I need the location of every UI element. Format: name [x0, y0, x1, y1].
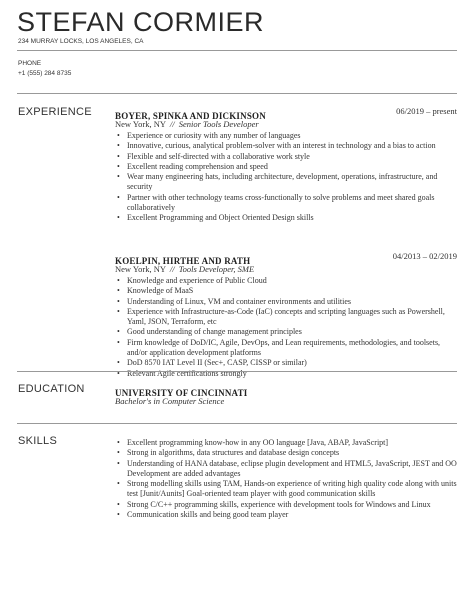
degree: Bachelor's in Computer Science — [115, 396, 225, 406]
bullet-icon: • — [117, 161, 120, 171]
bullet-icon: • — [117, 276, 120, 285]
list-item: • Knowledge and experience of Public Cloud — [117, 276, 267, 285]
education-heading: EDUCATION — [18, 383, 85, 395]
job-entry — [115, 251, 457, 379]
bullet-icon: • — [117, 438, 120, 447]
bullet-icon: • — [117, 499, 120, 509]
candidate-name: STEFAN CORMIER — [17, 7, 265, 37]
job-entry — [115, 106, 457, 224]
list-item: • Knowledge of MaaS — [117, 286, 194, 296]
job-location: New York, NY — [115, 119, 166, 129]
address: 234 MURRAY LOCKS, LOS ANGELES, CA — [18, 38, 144, 45]
experience-heading: EXPERIENCE — [18, 106, 92, 118]
phone-value: +1 (555) 284 8735 — [18, 70, 72, 77]
bullet-icon: • — [117, 172, 120, 182]
list-item: • Wear many engineering hats, including architecture, development, operations, infrastructure, and security — [117, 172, 438, 192]
job-title: Tools Developer, SME — [178, 264, 255, 274]
list-item: • Partner with other technology teams cross-functionally to solve problems and meet shared goals collaboratively — [117, 192, 435, 213]
list-item: • Understanding of Linux, VM and container environments and utilities — [117, 296, 352, 306]
bullet-icon: • — [117, 296, 120, 306]
bullet-icon: • — [117, 141, 120, 151]
bullet-icon: • — [117, 510, 120, 520]
list-item: • Strong C/C++ programming skills, experience with development tools for Windows and Linux — [117, 499, 431, 509]
bullet-icon: • — [117, 458, 120, 468]
bullet-icon: • — [117, 358, 120, 368]
job-bullets — [115, 131, 457, 224]
skills-divider — [17, 423, 457, 424]
bullet-icon: • — [117, 368, 120, 378]
list-item: • Firm knowledge of DoD/IC, Agile, DevOps, and Lean requirements, methodologies, and toolsets, and/or application development platforms — [117, 337, 441, 358]
bullet-icon: • — [117, 327, 120, 337]
school-name: UNIVERSITY OF CINCINNATI — [115, 388, 248, 398]
experience-divider — [17, 93, 457, 94]
list-item: • Strong in algorithms, data structures and database design concepts — [117, 448, 340, 458]
bullet-icon: • — [117, 286, 120, 296]
list-item: • Experience or curiosity with any number of languages — [117, 131, 301, 140]
list-item: • Strong modelling skills using TAM, Hands-on experience of writing high quality code along with units test [Junit/Aunits] Goal-oriented team player with good communication skills — [117, 479, 457, 499]
list-item: • Innovative, curious, analytical problem-solver with an interest in technology and a bias to action — [117, 141, 436, 151]
bullet-icon: • — [117, 151, 120, 161]
job-separator: // — [169, 119, 175, 129]
bullet-icon: • — [117, 448, 120, 458]
bullet-icon: • — [117, 131, 120, 140]
list-item: • Communication skills and being good team player — [117, 510, 289, 520]
header-divider — [17, 50, 457, 51]
skills-entry — [115, 437, 457, 520]
job-title: Senior Tools Developer — [178, 119, 259, 129]
bullet-icon: • — [117, 306, 120, 316]
job-separator: // — [169, 264, 175, 274]
education-entry — [115, 383, 457, 407]
bullet-icon: • — [117, 213, 120, 223]
list-item: • Excellent Programming and Object Oriented Design skills — [117, 213, 314, 223]
list-item: • Flexible and self-directed with a collaborative work style — [117, 151, 310, 161]
education-divider — [17, 371, 457, 372]
job-dates: 04/2013 – 02/2019 — [392, 251, 457, 261]
list-item: • DoD 8570 IAT Level II (Sec+, CASP, CISSP or similar) — [117, 358, 307, 368]
bullet-icon: • — [117, 479, 120, 489]
list-item: • Relevant Agile certifications strongly — [117, 368, 247, 378]
bullet-icon: • — [117, 337, 120, 347]
list-item: • Excellent programming know-how in any OO language [Java, ABAP, JavaScript] — [117, 438, 389, 447]
job-dates: 06/2019 – present — [396, 106, 457, 116]
bullet-icon: • — [117, 192, 120, 202]
company-name: KOELPIN, HIRTHE AND RATH — [115, 256, 251, 266]
skills-bullets — [115, 438, 457, 520]
list-item: • Experience with Infrastructure-as-Code (IaC) concepts and scripting languages such as Powershell, Yaml, JSON, Terraform, etc — [117, 306, 445, 327]
list-item: • Understanding of HANA database, eclipse plugin development and HTML5, JavaScript, JEST and OO Development are added advantages — [117, 458, 457, 478]
skills-heading: SKILLS — [18, 435, 58, 447]
company-name: BOYER, SPINKA AND DICKINSON — [115, 111, 266, 121]
job-location: New York, NY — [115, 264, 166, 274]
list-item: • Excellent reading comprehension and speed — [117, 161, 268, 171]
list-item: • Good understanding of change management principles — [117, 327, 302, 337]
phone-label: PHONE — [18, 60, 42, 67]
job-bullets — [115, 276, 457, 379]
